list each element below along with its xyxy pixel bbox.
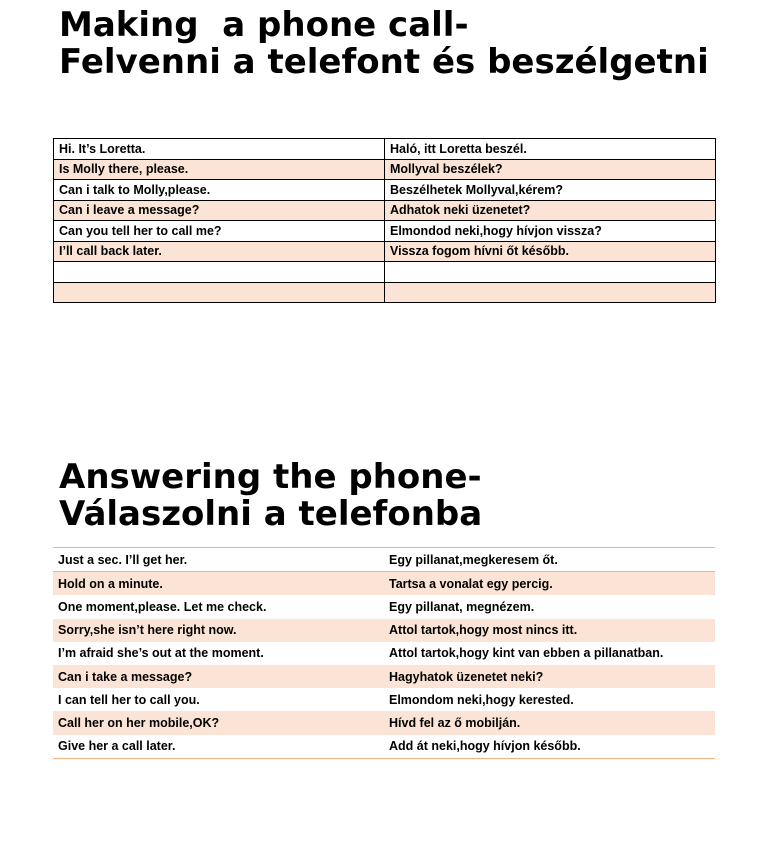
- english-phrase: One moment,please. Let me check.: [58, 599, 267, 614]
- hungarian-phrase: Attol tartok,hogy most nincs itt.: [384, 619, 715, 642]
- table-row-empty: [54, 262, 716, 283]
- english-phrase: Can you tell her to call me?: [54, 221, 385, 242]
- english-phrase: Is Molly there, please.: [54, 159, 385, 180]
- english-phrase: [54, 282, 385, 303]
- english-phrase: Hold on a minute.: [53, 572, 384, 596]
- table-row: [54, 241, 716, 262]
- table-row-empty: [54, 282, 716, 303]
- english-phrase: Hi. It’s Loretta.: [54, 139, 385, 160]
- english-phrase: Can i leave a message?: [54, 200, 385, 221]
- hungarian-phrase: Elmondom neki,hogy kerested.: [389, 692, 574, 707]
- table-row: [53, 711, 715, 734]
- english-phrase: Can i talk to Molly,please.: [54, 180, 385, 201]
- english-phrase: Sorry,she isn’t here right now.: [53, 619, 384, 642]
- table-row: [53, 595, 715, 618]
- table-row: [53, 642, 715, 665]
- hungarian-phrase: Haló, itt Loretta beszél.: [385, 139, 716, 160]
- table-row: [54, 139, 716, 160]
- english-phrase: Can i take a message?: [53, 665, 384, 688]
- table-row: [53, 688, 715, 711]
- table-row: [54, 180, 716, 201]
- section-heading-answering-phone: Answering the phone- Válaszolni a telefonba: [59, 457, 483, 534]
- phrase-table-making-call: [53, 138, 716, 303]
- hungarian-phrase: Add át neki,hogy hívjon később.: [389, 739, 581, 754]
- english-phrase: Just a sec. I’ll get her.: [53, 548, 384, 572]
- hungarian-phrase: Adhatok neki üzenetet?: [385, 200, 716, 221]
- table-row: [53, 735, 715, 759]
- english-phrase: I can tell her to call you.: [58, 692, 200, 707]
- section-heading-making-call: Making a phone call- Felvenni a telefont és beszélgetni: [59, 5, 709, 82]
- phrase-table-answering-phone: [53, 547, 715, 759]
- hungarian-phrase: Hívd fel az ő mobilján.: [384, 711, 715, 734]
- english-phrase: I’ll call back later.: [54, 241, 385, 262]
- english-phrase: Call her on her mobile,OK?: [53, 711, 384, 734]
- english-phrase: I’m afraid she’s out at the moment.: [58, 646, 264, 661]
- hungarian-phrase: Attol tartok,hogy kint van ebben a pillanatban.: [389, 646, 664, 661]
- hungarian-phrase: Elmondod neki,hogy hívjon vissza?: [385, 221, 716, 242]
- hungarian-phrase: Vissza fogom hívni őt később.: [385, 241, 716, 262]
- hungarian-phrase: Hagyhatok üzenetet neki?: [384, 665, 715, 688]
- hungarian-phrase: Egy pillanat, megnézem.: [389, 599, 535, 614]
- table-row: [53, 665, 715, 688]
- english-phrase: [54, 262, 385, 283]
- hungarian-phrase: Egy pillanat,megkeresem őt.: [384, 548, 715, 572]
- hungarian-phrase: [385, 262, 716, 283]
- english-phrase: Give her a call later.: [58, 739, 176, 754]
- table-row: [54, 159, 716, 180]
- table-row: [54, 200, 716, 221]
- hungarian-phrase: Mollyval beszélek?: [385, 159, 716, 180]
- table-row: [53, 572, 715, 596]
- hungarian-phrase: [385, 282, 716, 303]
- table-row: [54, 221, 716, 242]
- hungarian-phrase: Beszélhetek Mollyval,kérem?: [385, 180, 716, 201]
- hungarian-phrase: Tartsa a vonalat egy percig.: [384, 572, 715, 596]
- table-row: [53, 548, 715, 572]
- table-row: [53, 619, 715, 642]
